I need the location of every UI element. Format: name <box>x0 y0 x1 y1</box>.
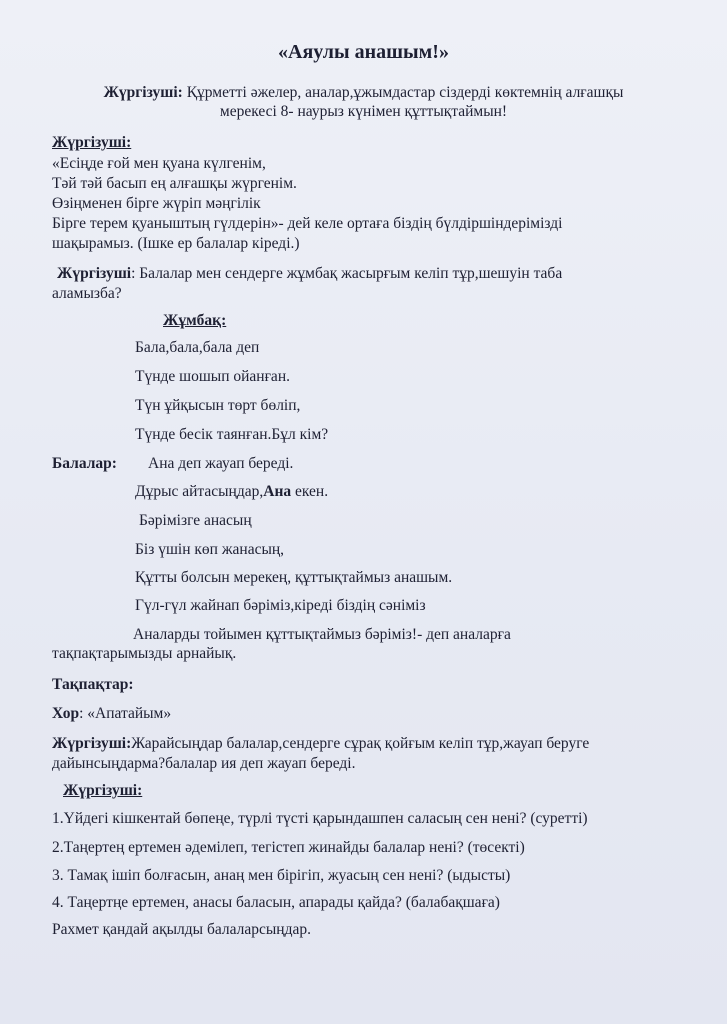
children-speaker: Балалар: <box>52 455 117 472</box>
intro-line-1 <box>60 84 667 102</box>
riddle-intro-text-1: : Балалар мен сендерге жұмбақ жасырғым келіп тұр,шешуін таба <box>131 265 563 282</box>
choir-label: Хор <box>52 705 80 722</box>
intro-line-2: мерекесі 8- наурыз күнімен құттықтаймын! <box>219 103 508 120</box>
verse-line: Біз үшін көп жанасың, <box>135 541 285 558</box>
poem-line: Өзіңменен бірге жүріп мәңгілік <box>52 195 261 212</box>
riddle-intro-speaker: Жүргізуші <box>57 265 132 282</box>
closing-line-1: Аналарды тойымен құттықтаймыз бәріміз!- деп аналарға <box>133 626 511 643</box>
verse-line: Бәрімізге анасың <box>139 512 252 529</box>
question-intro-line-2: дайынсыңдарма?балалар ия деп жауап береді. <box>52 755 356 772</box>
question-intro-text-1: Жарайсыңдар балалар,сендерге сұрақ қойғым келіп тұр,жауап беруге <box>131 735 590 752</box>
questions-speaker: Жүргізуші: <box>63 782 143 799</box>
riddle-intro-line-2: аламызба? <box>52 285 122 302</box>
correct-prefix: Дұрыс айтасыңдар, <box>135 483 264 500</box>
correct-suffix: екен. <box>291 483 329 500</box>
question-item: 4. Таңертңе ертемен, анасы баласын, апарады қайда? (балабақшаға) <box>52 894 500 911</box>
thanks-line: Рахмет қандай ақылды балаларсыңдар. <box>52 921 311 938</box>
riddle-line: Түнде шошып ойанған. <box>135 368 290 385</box>
poem-line: Тәй тәй басып ең алғашқы жүргенім. <box>52 175 297 192</box>
question-item: 1.Үйдегі кішкентай бөпеңе, түрлі түсті қарындашпен саласың сен нені? (суретті) <box>52 810 588 827</box>
verse-line: Құтты болсын мерекең, құттықтаймыз анашым. <box>135 569 453 586</box>
intro-speaker: Жүргізуші: <box>103 84 183 101</box>
correct-bold: Ана <box>263 483 292 500</box>
closing-line-2: тақпақтарымызды арнайық. <box>52 645 237 662</box>
question-item: 2.Таңертең ертемен әдемілеп, тегістеп жинайды балалар нені? (төсекті) <box>52 839 525 856</box>
riddle-line: Бала,бала,бала деп <box>135 339 260 356</box>
choir-text: : «Апатайым» <box>79 705 172 722</box>
question-intro-speaker: Жүргізуші: <box>52 735 132 752</box>
section-poems-heading: Тақпақтар: <box>52 676 134 693</box>
children-correct-line <box>135 483 328 501</box>
children-answer: Ана деп жауап береді. <box>148 455 294 472</box>
poem-line: «Есіңде ғой мен қуана күлгенім, <box>52 155 266 172</box>
intro-text-1: Құрметті әжелер, аналар,ұжымдастар сіздерді көктемнің алғашқы <box>186 84 624 101</box>
document-title: «Аяулы анашым!» <box>278 41 449 63</box>
verse-line: Гүл-гүл жайнап бәріміз,кіреді біздің сәніміз <box>135 597 426 614</box>
riddle-line: Түн ұйқысын төрт бөліп, <box>135 397 301 414</box>
question-intro-line-1 <box>52 735 589 753</box>
poem-line: шақырамыз. (Ішке ер балалар кіреді.) <box>52 235 300 252</box>
poem-line: Бірге терем қуаныштың гүлдерін»- дей келе ортаға біздің бүлдіршіндерімізді <box>52 215 563 232</box>
poem-speaker: Жүргізуші: <box>52 134 132 151</box>
choir-line <box>52 705 171 723</box>
riddle-heading: Жұмбақ: <box>163 312 227 329</box>
question-item: 3. Тамақ ішіп болғасын, анаң мен бірігіп, жуасың сен нені? (ыдысты) <box>52 867 511 884</box>
riddle-intro-line-1 <box>57 265 562 283</box>
riddle-line: Түнде бесік таянған.Бұл кім? <box>135 426 329 443</box>
